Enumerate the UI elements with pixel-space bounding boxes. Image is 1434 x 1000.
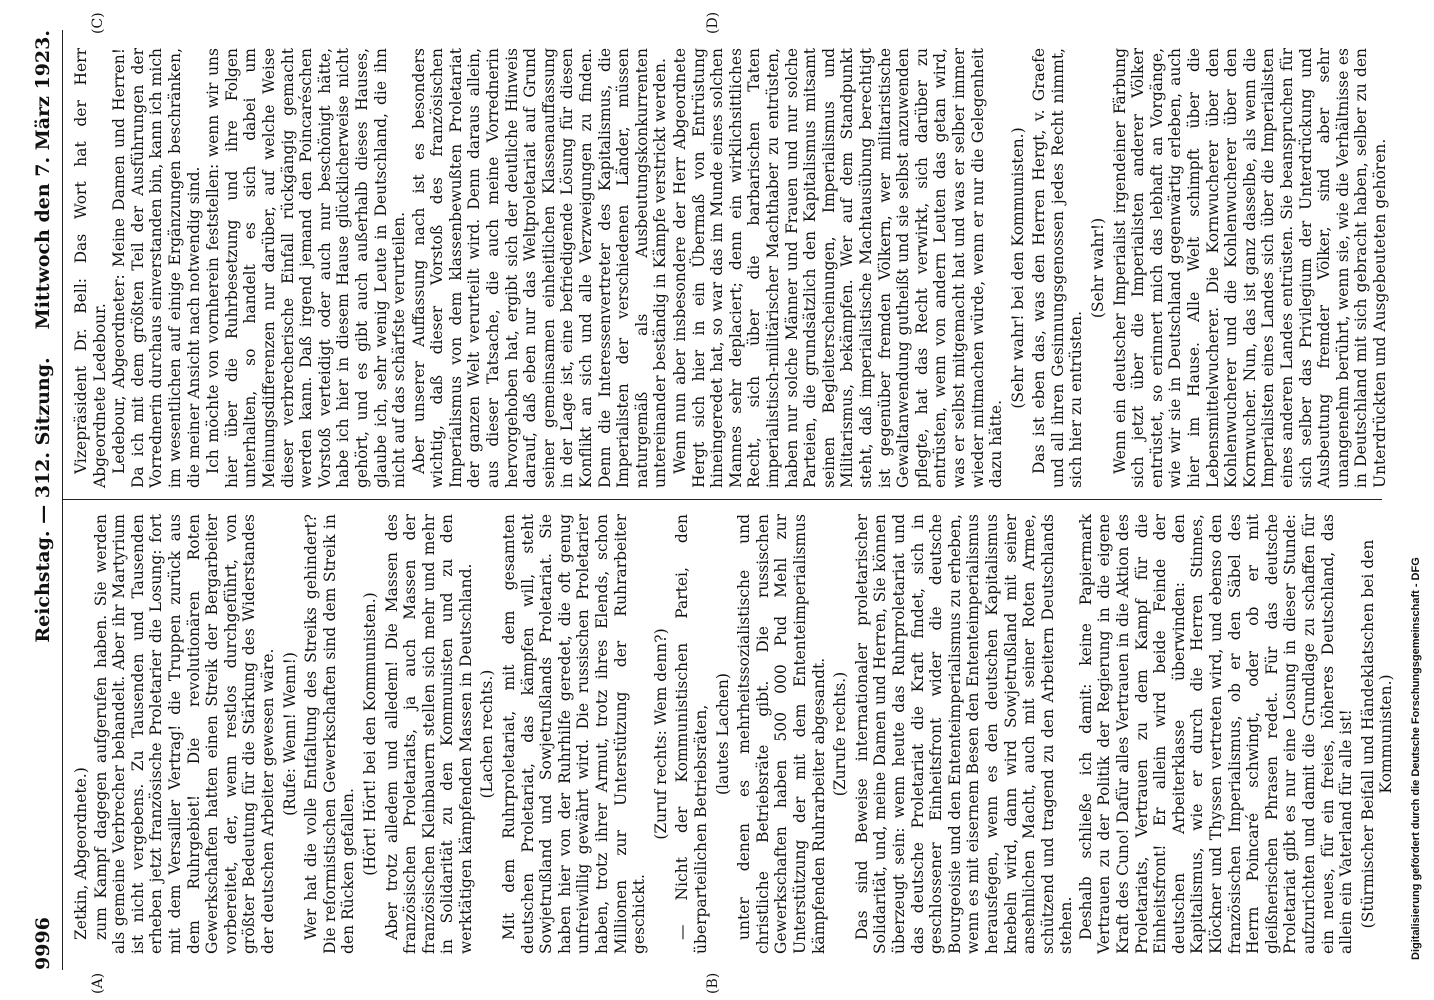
paragraph: Wer hat die volle Entfaltung des Streiks gehindert? Die reformistischen Gewerkschaften sind dem Streik in den Rücken gefallen.	[302, 514, 358, 954]
paragraph: Ich möchte von vornherein feststellen: wenn wir uns hier über die Ruhrbesetzung und ihre Folgen unterhalten, so handelt es sich dabei um Meinungsdifferenzen nur darüber, auf welche Weise dieser verbrecherische Einfall rückgängig gemacht werden kann. Daß irgend jemand den Poincaréschen Vorstoß verteidigt oder auch nur beschönigt hätte, habe ich hier in diesem Hause glücklicherweise nicht gehört, und es gibt auch außerhalb dieses Hauses, glaube ich, sehr wenig Leute in Deutschland, die ihn nicht auf das schärfste verurteilen.	[204, 48, 409, 488]
paragraph: Vizepräsident Dr. Bell: Das Wort hat der Herr Abgeordnete Ledebour.	[72, 48, 109, 488]
paragraph: (lautes Lachen)	[713, 673, 732, 795]
paragraph: (Zuruf rechts: Wem denn?)	[651, 628, 670, 840]
paragraph: Mit dem Ruhrproletariat, mit dem gesamten deutschen Proletariat, das kämpfen will, steht Sowjetrußland und Sowjetrußlands Proletariat. Sie haben hier von der Ruhrhilfe geredet, die oft genug unfreiwillig gewährt wird. Die russischen Proletarier haben, trotz ihrer Armut, trotz ihres Elends, schon Millionen zur Unterstützung der Ruhrarbeiter geschickt.	[500, 514, 649, 954]
session-title: Reichstag. — 312. Sitzung.	[32, 357, 54, 643]
right-column	[72, 48, 1391, 488]
paragraph: (Sehr wahr!)	[1089, 217, 1108, 319]
paragraph: Aber trotz alledem und alledem! Die Massen des französischen Proletariats, ja auch Massen der französischen Kleinbauern stellen sich mehr und mehr in Solidarität zu den Kommunisten und zu den werktätigen kämpfenden Massen in Deutschland.	[382, 514, 475, 954]
margin-mark-a: (A)	[90, 972, 106, 994]
paragraph: zum Kampf dagegen aufgerufen haben. Sie werden als gemeine Verbrecher behandelt. Aber ihr Martyrium ist nicht vergebens. Zu Tausenden und Tausenden erheben jetzt französische Proletarier die Losung: fort mit dem Versailler Vertrag! die Truppen zurück aus dem Ruhrgebiet! Die revolutionären Roten Gewerkschaften hatten einen Streik der Bergarbeiter vorbereitet, der, wenn restlos durchgeführt, von größter Bedeutung für die Stärkung des Widerstandes der deutschen Arbeiter gewesen wäre.	[91, 514, 277, 954]
paragraph: (Stürmischer Beifall und Händeklatschen bei den Kommunisten.)	[1358, 539, 1396, 929]
paragraph: Wenn nun aber insbesondere der Herr Abgeordnete Hergt sich hier in ein Übermaß von Entrüstung hineingeredet hat, so war das im Munde eines solchen Mannes sehr deplaciert; denn ein wirklichsittliches Recht, sich über die barbarischen Taten imperialistisch-militärischer Machthaber zu entrüsten, haben nur solche Männer und Frauen und nur solche Parteien, die grundsätzlich den Kapitalismus mitsamt seinen Begleiterscheinungen, Imperialismus und Militarismus, bekämpfen. Wer auf dem Standpunkt steht, daß imperialistische Machtausübung berechtigt ist gegenüber fremden Völkern, wer militaristische Gewaltanwendung gutheißt und sie selbst anzuwenden pflegte, hat das Recht verwirkt, sich darüber zu entrüsten, wenn von andern Leuten das getan wird, was er selbst mitgemacht hat und was er selber immer wieder mitmachen würde, wenn er nur die Gelegenheit dazu hätte.	[671, 48, 1006, 488]
margin-mark-b: (B)	[705, 972, 721, 994]
paragraph: (Zurufe rechts.)	[831, 671, 850, 797]
paragraph: Wenn ein deutscher Imperialist irgendeiner Färbung sich jetzt über die Imperialisten anderer Völker entrüstet, so erinnert mich das lebhaft an Vorgänge, wie wir sie in Deutschland gegenwärtig erleben, auch hier im Hause. Alle Welt schimpft über die Lebensmittelwucherer. Die Kornwucherer über den Kohlenwucherer und die Kohlenwucherer über den Kornwucher. Nun, das ist ganz dasselbe, als wenn die Imperialisten eines Landes sich über die Imperialisten eines anderen Landes entrüsten. Sie beanspruchen für sich selber das Privilegium der Unterdrückung und Ausbeutung fremder Völker, sind aber sehr unangenehm berührt, wenn sie, wie die Verhältnisse es in Deutschland mit sich gebracht haben, selber zu den Unterdrückten und Ausgebeuteten gehören.	[1110, 48, 1389, 488]
column-divider	[62, 499, 1382, 500]
paragraph: Zetkin, Abgeordnete.)	[72, 767, 90, 940]
margin-mark-d: (D)	[705, 11, 721, 34]
dfg-side-note	[1410, 40, 1430, 960]
paragraph: — Nicht der Kommunistischen Partei, den überparteilichen Betriebsräten,	[673, 514, 710, 954]
paragraph: Ledebour, Abgeordneter: Meine Damen und Herren! Da ich mit dem größten Teil der Ausführungen der Vorrednerin durchaus einverstanden bin, kann ich mich im wesentlichen auf einige Ergänzungen beschränken, die meiner Ansicht nach notwendig sind.	[110, 48, 203, 488]
paragraph: (Hört! Hört! bei den Kommunisten.)	[360, 592, 379, 876]
paragraph: Deshalb schließe ich damit: keine Papiermark Vertrauen zu der Politik der Regierung in die eigene Kraft des Cuno! Dafür alles Vertrauen in die Aktion des Proletariats, Vertrauen zu dem Kampf für die Einheitsfront! Er allein wird beide Feinde der deutschen Arbeiterklasse überwinden: den Kapitalismus, wie er durch die Herren Stinnes, Klöckner und Thyssen vertreten wird, und ebenso den französischen Imperialismus, ob er den Säbel des Herrn Poincaré schwingt, oder ob er mit gleißnerischen Phrasen redet. Für das deutsche Proletariat gibt es nur eine Losung in dieser Stunde: aufzurichten und damit die Grundlage zu schaffen für ein neues, für ein freies, höheres Deutschland, das allein ein Vaterland für alle ist!	[1076, 514, 1356, 954]
paragraph: unter denen es mehrheitssozialistische und christliche Betriebsräte gibt. Die russischen Gewerkschaften haben 500 000 Pud Mehl zur Unterstützung der mit dem Ententeimperialismus kämpfenden Ruhrarbeiter abgesandt.	[735, 514, 828, 954]
paragraph: (Lachen rechts.)	[478, 669, 497, 799]
paragraph: Das sind Beweise internationaler proletarischer Solidarität, und, meine Damen und Herren, Sie können überzeugt sein: wenn heute das Ruhrproletariat und das deutsche Proletariat die Kraft findet, sich in geschlossener Einheitsfront wider die deutsche Bourgeoisie und den Ententeimperialismus zu erheben, wenn es mit eisernem Besen den Ententeimperialismus herausfegen, wenn es den deutschen Kapitalismus knebeln wird, dann wird Sowjetrußland mit seiner ansehnlichen Macht, auch mit seiner Roten Armee, schützend und tragend zu den Arbeitern Deutschlands stehen.	[852, 514, 1076, 954]
paragraph: Aber unserer Auffassung nach ist es besonders wichtig, daß dieser Vorstoß des französischen Imperialismus von dem klassenbewußten Proletariat der ganzen Welt verurteilt wird. Denn daraus allein, aus dieser Tatsache, die auch meine Vorrednerin hervorgehoben hat, ergibt sich der deutliche Hinweis darauf, daß eben nur das Weltproletariat auf Grund seiner gemeinsamen einheitlichen Klassenauffassung in der Lage ist, eine befriedigende Lösung für diesen Konflikt an sich und alle Verzweigungen zu finden. Denn die Interessenvertreter des Kapitalismus, die Imperialisten der verschiedenen Länder, müssen naturgemäß als Ausbeutungskonkurrenten untereinander beständig in Kämpfe verstrickt werden.	[409, 48, 670, 488]
page-number: 9996	[32, 917, 54, 970]
dfg-note-text: Digitalisierung gefördert durch die Deutsche Forschungsgemeinschaft - DFG	[1410, 557, 1422, 960]
page-header	[32, 30, 62, 970]
left-column	[72, 514, 1399, 954]
header-rule	[62, 30, 63, 970]
paragraph: (Rufe: Wenn! Wenn!)	[280, 652, 299, 816]
margin-mark-c: (C)	[90, 12, 106, 34]
paragraph: Das ist eben das, was den Herren Hergt, v. Graefe und all ihren Gesinnungsgenossen jedes Recht nimmt, sich hier zu entrüsten.	[1030, 48, 1086, 488]
paragraph: (Sehr wahr! bei den Kommunisten.)	[1008, 127, 1027, 409]
session-date: Mittwoch den 7. März 1923.	[32, 30, 54, 330]
